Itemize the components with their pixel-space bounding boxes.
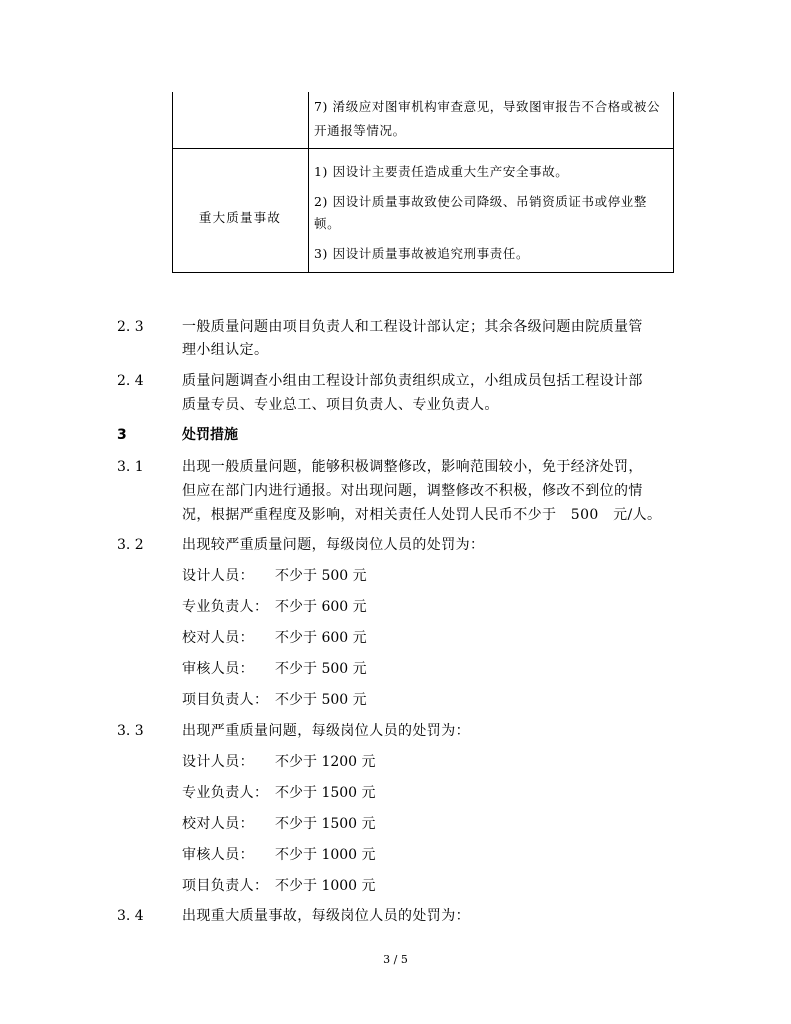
section-3-title: 处罚措施 <box>182 427 238 443</box>
table-border-bottom <box>172 272 674 273</box>
section-2-4-line-1: 质量问题调查小组由工程设计部负责组织成立，小组成员包括工程设计部 <box>182 373 643 389</box>
section-3-1-line-2: 但应在部门内进行通报。对出现问题，调整修改不积极，修改不到位的情 <box>182 483 643 499</box>
table-row2-item-3: 3) 因设计质量事故被追究刑事责任。 <box>314 246 530 261</box>
penalty-role: 专业负责人： <box>182 599 269 615</box>
section-3-3-intro: 出现严重质量问题，每级岗位人员的处罚为： <box>182 723 470 739</box>
table-category-major-accident: 重大质量事故 <box>198 210 282 225</box>
section-number-2-4: 2. 4 <box>117 373 144 389</box>
table-column-divider <box>308 92 309 273</box>
section-number-3: 3 <box>117 427 127 443</box>
section-2-3-line-2: 理小组认定。 <box>182 342 269 358</box>
penalty-amount: 不少于 500 元 <box>275 568 367 584</box>
penalty-amount: 不少于 1500 元 <box>275 816 376 832</box>
section-3-1-line-3: 况，根据严重程度及影响，对相关责任人处罚人民币不少于 500 元/人。 <box>182 507 662 523</box>
section-2-4-line-2: 质量专员、专业总工、项目负责人、专业负责人。 <box>182 397 499 413</box>
penalty-amount: 不少于 1500 元 <box>275 785 376 801</box>
table-border-right <box>673 92 674 273</box>
penalty-role: 项目负责人： <box>182 878 269 894</box>
penalty-role: 校对人员： <box>182 630 254 646</box>
section-number-3-4: 3. 4 <box>117 908 144 924</box>
table-row2-item-2: 2) 因设计质量事故致使公司降级、吊销资质证书或停业整 <box>314 194 648 209</box>
section-number-2-3: 2. 3 <box>117 319 144 335</box>
section-3-2-intro: 出现较严重质量问题，每级岗位人员的处罚为： <box>182 537 485 553</box>
table-row1-line-1: 7) 淆级应对图审机构审查意见，导致图审报告不合格或被公 <box>314 99 661 114</box>
section-3-1-line-1: 出现一般质量问题，能够积极调整修改，影响范围较小，免于经济处罚， <box>182 459 643 475</box>
penalty-role: 项目负责人： <box>182 692 269 708</box>
table-row2-item-1: 1) 因设计主要责任造成重大生产安全事故。 <box>314 164 569 179</box>
penalty-amount: 不少于 500 元 <box>275 661 367 677</box>
quality-issue-table <box>172 92 674 273</box>
penalty-amount: 不少于 1000 元 <box>275 847 376 863</box>
table-row-divider <box>172 148 674 149</box>
penalty-role: 审核人员： <box>182 847 254 863</box>
penalty-role: 设计人员： <box>182 754 254 770</box>
penalty-role: 审核人员： <box>182 661 254 677</box>
section-number-3-1: 3. 1 <box>117 459 144 475</box>
table-border-left <box>172 92 173 273</box>
table-row2-item-2-cont: 顿。 <box>314 216 341 231</box>
penalty-amount: 不少于 1200 元 <box>275 754 376 770</box>
penalty-amount: 不少于 500 元 <box>275 692 367 708</box>
section-3-4-intro: 出现重大质量事故，每级岗位人员的处罚为： <box>182 908 470 924</box>
penalty-amount: 不少于 1000 元 <box>275 878 376 894</box>
penalty-role: 设计人员： <box>182 568 254 584</box>
penalty-role: 专业负责人： <box>182 785 269 801</box>
penalty-amount: 不少于 600 元 <box>275 599 367 615</box>
section-number-3-3: 3. 3 <box>117 723 144 739</box>
penalty-amount: 不少于 600 元 <box>275 630 367 646</box>
section-number-3-2: 3. 2 <box>117 537 144 553</box>
page-indicator: 3 / 5 <box>383 953 408 966</box>
section-2-3-line-1: 一般质量问题由项目负责人和工程设计部认定；其余各级问题由院质量管 <box>182 319 643 335</box>
penalty-role: 校对人员： <box>182 816 254 832</box>
table-row1-line-2: 开通报等情况。 <box>314 123 406 138</box>
